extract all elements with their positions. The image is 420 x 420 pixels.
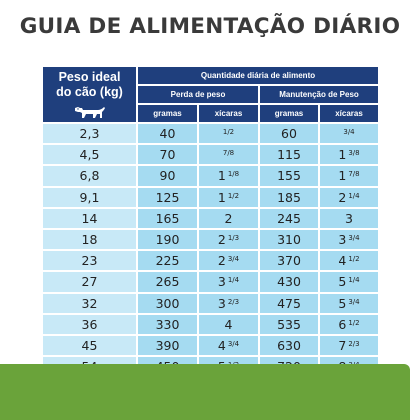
feeding-table bbox=[42, 66, 379, 377]
loss-grams-cell: 225 bbox=[137, 250, 198, 271]
weight-header-line2: do cão (kg) bbox=[56, 84, 123, 99]
loss-grams-header: gramas bbox=[137, 104, 198, 123]
maint-cups-cell: 4 $^{1/2}$ bbox=[319, 250, 379, 271]
maint-cups-cell: 5 $^{3/4}$ bbox=[319, 293, 379, 314]
table-row bbox=[42, 144, 379, 165]
maint-grams-cell: 60 bbox=[259, 123, 319, 144]
green-footer-band bbox=[0, 364, 410, 420]
weight-cell: 4,5 bbox=[42, 144, 137, 165]
loss-grams-cell: 90 bbox=[137, 165, 198, 186]
loss-cups-cell: 7/8 bbox=[198, 144, 259, 165]
maint-grams-cell: 115 bbox=[259, 144, 319, 165]
weight-cell: 9,1 bbox=[42, 187, 137, 208]
weight-cell: 27 bbox=[42, 271, 137, 292]
loss-cups-cell: 1 $^{1/8}$ bbox=[198, 165, 259, 186]
maint-cups-cell: 3/4 bbox=[319, 123, 379, 144]
loss-cups-cell: 4 $^{3/4}$ bbox=[198, 335, 259, 356]
table-row bbox=[42, 250, 379, 271]
table-row bbox=[42, 229, 379, 250]
page-title: GUIA DE ALIMENTAÇÃO DIÁRIO bbox=[19, 14, 401, 39]
weight-header-line1: Peso ideal bbox=[58, 69, 121, 84]
loss-cups-cell: 2 $^{1/3}$ bbox=[198, 229, 259, 250]
loss-cups-cell: 3 $^{2/3}$ bbox=[198, 293, 259, 314]
maint-grams-cell: 430 bbox=[259, 271, 319, 292]
table-row bbox=[42, 187, 379, 208]
loss-cups-cell: 3 $^{1/4}$ bbox=[198, 271, 259, 292]
table-row bbox=[42, 335, 379, 356]
table-row bbox=[42, 165, 379, 186]
maint-grams-cell: 475 bbox=[259, 293, 319, 314]
maint-grams-cell: 185 bbox=[259, 187, 319, 208]
loss-cups-cell: 2 $^{3/4}$ bbox=[198, 250, 259, 271]
maint-grams-cell: 630 bbox=[259, 335, 319, 356]
weight-cell: 6,8 bbox=[42, 165, 137, 186]
loss-cups-header: xícaras bbox=[198, 104, 259, 123]
weight-cell: 45 bbox=[42, 335, 137, 356]
maint-grams-header: gramas bbox=[259, 104, 319, 123]
weight-cell: 14 bbox=[42, 208, 137, 229]
loss-grams-cell: 390 bbox=[137, 335, 198, 356]
weight-cell: 36 bbox=[42, 314, 137, 335]
table-row bbox=[42, 123, 379, 144]
maint-cups-cell: 5 $^{1/4}$ bbox=[319, 271, 379, 292]
loss-grams-cell: 40 bbox=[137, 123, 198, 144]
maint-grams-cell: 535 bbox=[259, 314, 319, 335]
loss-grams-cell: 70 bbox=[137, 144, 198, 165]
table-row bbox=[42, 208, 379, 229]
maint-grams-cell: 370 bbox=[259, 250, 319, 271]
loss-cups-cell: 2 bbox=[198, 208, 259, 229]
table-row bbox=[42, 271, 379, 292]
table-row bbox=[42, 293, 379, 314]
weight-cell: 23 bbox=[42, 250, 137, 271]
maint-cups-cell: 7 $^{2/3}$ bbox=[319, 335, 379, 356]
maintenance-header: Manutenção de Peso bbox=[259, 85, 379, 104]
maint-grams-cell: 310 bbox=[259, 229, 319, 250]
weight-cell: 32 bbox=[42, 293, 137, 314]
weight-loss-header: Perda de peso bbox=[137, 85, 259, 104]
maint-cups-header: xícaras bbox=[319, 104, 379, 123]
loss-grams-cell: 190 bbox=[137, 229, 198, 250]
maint-cups-cell: 3 $^{3/4}$ bbox=[319, 229, 379, 250]
loss-cups-cell: 4 bbox=[198, 314, 259, 335]
loss-grams-cell: 300 bbox=[137, 293, 198, 314]
maint-grams-cell: 245 bbox=[259, 208, 319, 229]
loss-cups-cell: 1/2 bbox=[198, 123, 259, 144]
weight-cell: 2,3 bbox=[42, 123, 137, 144]
maint-cups-cell: 1 $^{3/8}$ bbox=[319, 144, 379, 165]
maint-cups-cell: 3 bbox=[319, 208, 379, 229]
maint-cups-cell: 1 $^{7/8}$ bbox=[319, 165, 379, 186]
maint-grams-cell: 155 bbox=[259, 165, 319, 186]
maint-cups-cell: 2 $^{1/4}$ bbox=[319, 187, 379, 208]
daily-amount-header: Quantidade diária de alimento bbox=[137, 66, 379, 85]
maint-cups-cell: 6 $^{1/2}$ bbox=[319, 314, 379, 335]
loss-grams-cell: 125 bbox=[137, 187, 198, 208]
weight-column-header bbox=[42, 66, 137, 123]
loss-cups-cell: 1 $^{1/2}$ bbox=[198, 187, 259, 208]
dog-silhouette-icon bbox=[73, 102, 107, 120]
loss-grams-cell: 265 bbox=[137, 271, 198, 292]
table-row bbox=[42, 314, 379, 335]
loss-grams-cell: 165 bbox=[137, 208, 198, 229]
weight-cell: 18 bbox=[42, 229, 137, 250]
loss-grams-cell: 330 bbox=[137, 314, 198, 335]
